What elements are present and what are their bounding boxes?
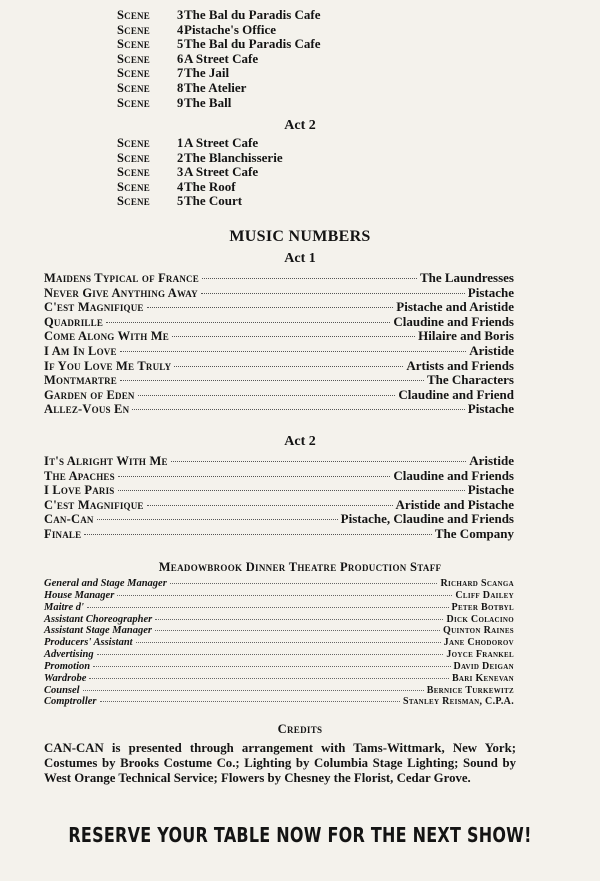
staff-name: Stanley Reisman, C.P.A.	[403, 696, 514, 708]
credits-text: CAN-CAN is presented through arrangement with Tams-Wittmark, New York; Costumes by Brooks Costume Co.; Lighting by Columbia Stage Lighting; Sound by West Orange Technical Service; Flowers by Chesney the Florist, Cedar Grove.	[44, 741, 516, 785]
song-title: Montmartre	[44, 373, 117, 388]
scene-label: Scene	[117, 66, 150, 81]
dot-leader	[118, 490, 465, 491]
music-act1-heading: Act 1	[284, 251, 316, 266]
staff-name: Jane Chodorov	[443, 637, 514, 649]
music-number-row	[44, 372, 514, 387]
song-performer: Artists and Friends	[406, 357, 514, 373]
music-number-row	[44, 387, 514, 402]
scene-title: A Street Cafe	[184, 135, 259, 150]
staff-role: Comptroller	[44, 696, 97, 708]
staff-row	[44, 625, 514, 637]
dot-leader	[118, 476, 391, 477]
scene-number: 3	[177, 165, 184, 180]
song-performer: Aristide	[469, 342, 514, 358]
staff-row	[44, 673, 514, 685]
scene-label: Scene	[117, 194, 150, 209]
song-performer: The Company	[434, 525, 514, 541]
song-performer: Pistache	[467, 284, 514, 300]
music-number-row	[44, 468, 514, 483]
scene-title: A Street Cafe	[184, 50, 259, 66]
song-title: Can-Can	[44, 512, 94, 527]
staff-name: Cliff Dailey	[455, 589, 514, 601]
staff-name: Richard Scanga	[440, 578, 514, 589]
scene-row	[117, 65, 230, 81]
music-number-row	[44, 314, 514, 329]
song-performer: Hilaire and Boris	[418, 328, 514, 344]
staff-role: Assistant Stage Manager	[44, 625, 152, 637]
staff-row	[44, 590, 514, 602]
song-performer: Aristide	[469, 453, 514, 468]
song-title: Finale	[44, 526, 82, 541]
scene-title: The Court	[184, 193, 243, 209]
dot-leader	[93, 666, 450, 667]
scene-row	[117, 178, 236, 195]
staff-role: Producers' Assistant	[44, 637, 133, 649]
staff-name: David Deigan	[453, 660, 514, 672]
song-title: Allez-Vous En	[44, 402, 130, 417]
dot-leader	[89, 678, 449, 679]
dot-leader	[97, 654, 444, 655]
staff-row	[44, 696, 514, 708]
scene-number: 4	[177, 22, 184, 37]
staff-name: Joyce Frankel	[446, 649, 514, 661]
staff-name: Bernice Turkewitz	[426, 684, 514, 696]
scene-row	[117, 7, 321, 23]
scene-row	[117, 149, 283, 166]
scene-number: 1	[177, 136, 184, 150]
scene-title: A Street Cafe	[184, 164, 259, 180]
credits-heading: Credits	[277, 722, 323, 736]
dot-leader	[97, 519, 338, 520]
dot-leader	[147, 307, 394, 308]
scene-label: Scene	[117, 22, 150, 37]
song-performer: Claudine and Friends	[393, 313, 514, 329]
song-performer: Pistache, Claudine and Friends	[340, 511, 514, 527]
music-act2-list	[44, 453, 514, 541]
dot-leader	[147, 505, 393, 506]
music-number-row	[44, 497, 514, 512]
music-numbers-heading: MUSIC NUMBERS	[229, 228, 371, 245]
dot-leader	[172, 336, 415, 337]
staff-role: Advertising	[44, 649, 94, 661]
staff-row	[44, 602, 514, 614]
staff-name: Quinton Raines	[443, 625, 514, 637]
song-performer: Claudine and Friend	[398, 386, 514, 402]
music-number-row	[44, 453, 514, 468]
scene-title: The Jail	[184, 65, 230, 81]
dot-leader	[155, 630, 440, 631]
dot-leader	[87, 607, 449, 608]
staff-heading: Meadowbrook Dinner Theatre Production Staff	[158, 560, 442, 574]
dot-leader	[84, 534, 432, 535]
dot-leader	[132, 409, 464, 410]
music-number-row	[44, 328, 514, 343]
scene-label: Scene	[117, 37, 150, 52]
scene-label: Scene	[117, 165, 150, 180]
scene-number: 5	[177, 37, 184, 52]
song-title: Never Give Anything Away	[44, 285, 198, 300]
scene-number: 8	[177, 80, 184, 95]
staff-role: Promotion	[44, 660, 91, 672]
dot-leader	[100, 701, 401, 702]
staff-name: Bari Kenevan	[451, 672, 514, 684]
scene-number: 3	[177, 8, 184, 22]
music-act2-heading: Act 2	[284, 434, 316, 449]
scene-label: Scene	[117, 136, 150, 150]
scene-row	[117, 135, 259, 151]
song-title: Maidens Typical of France	[44, 271, 199, 285]
staff-role: House Manager	[44, 589, 115, 601]
song-title: C'est Magnifique	[44, 497, 144, 512]
scene-number: 6	[177, 51, 184, 66]
song-performer: Aristide and Pistache	[395, 496, 514, 512]
song-title: The Apaches	[44, 468, 115, 483]
song-title: It's Alright With Me	[44, 454, 168, 468]
act1-scene-list	[117, 7, 321, 110]
scene-title: The Bal du Paradis Cafe	[184, 7, 321, 22]
dot-leader	[138, 395, 396, 396]
staff-role: Maitre d'	[44, 601, 84, 613]
scene-title: Pistache's Office	[184, 21, 277, 37]
act2-heading: Act 2	[284, 118, 316, 133]
scene-title: The Atelier	[184, 79, 247, 95]
music-act1-list	[44, 270, 514, 416]
song-performer: The Laundresses	[419, 270, 514, 285]
dot-leader	[155, 619, 443, 620]
staff-list	[44, 578, 514, 708]
dot-leader	[83, 690, 424, 691]
dot-leader	[170, 583, 438, 584]
music-number-row	[44, 482, 514, 497]
scene-label: Scene	[117, 150, 150, 165]
music-number-row	[44, 401, 514, 416]
dot-leader	[174, 366, 403, 367]
staff-name: Peter Botbyl	[451, 601, 514, 613]
scene-title: The Bal du Paradis Cafe	[184, 36, 321, 52]
dot-leader	[201, 293, 465, 294]
scene-row	[117, 50, 259, 67]
music-number-row	[44, 358, 514, 373]
song-performer: The Characters	[426, 372, 514, 388]
scene-row	[117, 193, 243, 209]
dot-leader	[120, 351, 467, 352]
music-number-row	[44, 343, 514, 358]
staff-role: General and Stage Manager	[44, 578, 167, 589]
scene-label: Scene	[117, 8, 150, 22]
dot-leader	[120, 380, 424, 381]
song-performer: Pistache and Aristide	[396, 299, 514, 315]
song-performer: Claudine and Friends	[393, 467, 514, 483]
staff-role: Wardrobe	[44, 672, 87, 684]
dot-leader	[136, 642, 441, 643]
scene-title: The Blanchisserie	[184, 149, 283, 165]
music-number-row	[44, 270, 514, 285]
dot-leader	[106, 322, 390, 323]
staff-row	[44, 578, 514, 590]
scene-row	[117, 94, 232, 111]
scene-label: Scene	[117, 95, 150, 110]
staff-role: Assistant Choreographer	[44, 613, 153, 625]
dot-leader	[202, 278, 417, 279]
scene-row	[117, 164, 259, 180]
music-number-row	[44, 299, 514, 314]
music-number-row	[44, 285, 514, 300]
dot-leader	[171, 461, 467, 462]
scene-number: 5	[177, 194, 184, 209]
scene-label: Scene	[117, 51, 150, 66]
song-title: Garden of Eden	[44, 387, 135, 402]
scene-label: Scene	[117, 80, 150, 95]
staff-row	[44, 661, 514, 673]
scene-title: The Roof	[184, 178, 236, 194]
song-performer: Pistache	[467, 401, 514, 417]
music-number-row	[44, 526, 514, 541]
staff-role: Counsel	[44, 684, 80, 696]
song-title: C'est Magnifique	[44, 300, 144, 315]
staff-row	[44, 685, 514, 697]
scene-number: 4	[177, 179, 184, 194]
song-title: I Am In Love	[44, 343, 117, 358]
song-title: If You Love Me Truly	[44, 358, 172, 373]
song-title: Come Along With Me	[44, 329, 169, 344]
song-performer: Pistache	[467, 482, 514, 498]
scene-row	[117, 79, 247, 96]
scene-row	[117, 36, 321, 52]
scene-number: 2	[177, 150, 184, 165]
song-title: Quadrille	[44, 314, 104, 329]
staff-row	[44, 649, 514, 661]
act2-scene-list	[117, 135, 283, 209]
song-title: I Love Paris	[44, 483, 115, 498]
scene-title: The Ball	[184, 94, 232, 110]
scene-label: Scene	[117, 179, 150, 194]
reserve-table-banner: RESERVE YOUR TABLE NOW FOR THE NEXT SHOW!	[68, 823, 532, 847]
staff-name: Dick Colacino	[446, 613, 514, 625]
staff-row	[44, 637, 514, 649]
music-number-row	[44, 511, 514, 526]
scene-number: 9	[177, 95, 184, 110]
staff-row	[44, 614, 514, 626]
dot-leader	[117, 595, 452, 596]
scene-number: 7	[177, 66, 184, 81]
scene-row	[117, 21, 277, 38]
